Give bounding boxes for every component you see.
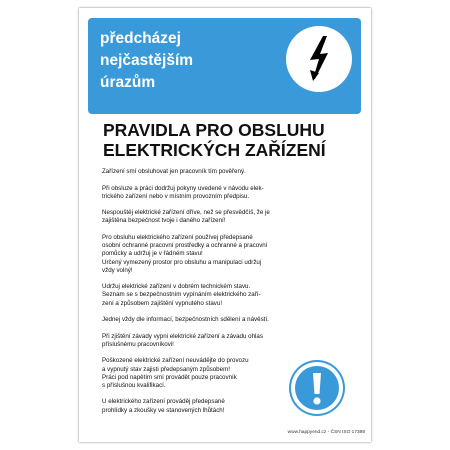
rule-paragraph (102, 168, 330, 176)
rule-paragraph (102, 209, 330, 225)
sign-title (103, 120, 363, 160)
rule-line: trického zařízení nebo v místním provozním předpisu. (102, 192, 250, 200)
rule-line: Práci pod napětím smí provádět pouze pracovník (102, 373, 237, 381)
footer-credit: www.happyend.cz - ČSN ISO 17398 (287, 430, 365, 435)
rule-paragraph (102, 234, 330, 275)
rule-line: prohlídky a zkoušky ve stanovených lhůtách! (102, 406, 225, 414)
rule-line: osobní ochranné pracovní prostředky a ochranné a pracovní (102, 242, 268, 250)
title-line-1: PRAVIDLA PRO OBSLUHU (103, 120, 325, 140)
rule-paragraph (102, 185, 330, 201)
rule-line: s příslušnou kvalifikací. (102, 381, 166, 389)
rule-paragraph (102, 283, 330, 308)
banner-line-1: předcházej (100, 30, 181, 47)
blue-banner (88, 18, 361, 114)
rule-line: Zařízení smí obsluhovat jen pracovník tím pověřený. (102, 168, 246, 175)
banner-line-3: úrazům (100, 74, 156, 91)
rule-line: Udržuj elektrické zařízení v dobrém technickém stavu. (102, 283, 251, 291)
rule-line: Při zjištění závady vypni elektrické zařízení a závadu ohlas (102, 332, 263, 340)
rule-line: zajištěna bezpečnost tvoje i daného zařízení! (102, 217, 226, 225)
banner-slogan (100, 28, 300, 94)
rule-line: příslušnému pracovníkovi! (102, 340, 174, 348)
rule-line: vždy volný! (102, 266, 133, 274)
rule-line: Seznam se s bezpečnostním vypínáním elektrického zaří- (102, 291, 261, 299)
rule-line: U elektrického zařízení prováděj předepsané (102, 398, 225, 406)
rule-line: Jednej vždy dle informací, bezpečnostních sdělení a návěstí. (102, 316, 269, 324)
rule-line: Při obsluze a práci dodržuj pokyny uvedené v návodu elek- (102, 184, 264, 192)
safety-sign (79, 8, 371, 442)
rule-paragraph (102, 316, 330, 324)
lightning-bolt-icon (286, 26, 352, 92)
rule-line: Nespouštěj elektrické zařízení dříve, než se přesvědčíš, že je (102, 209, 270, 217)
rule-line: pomůcky a udržuj je v řádném stavu! (102, 250, 203, 258)
rule-line: Poškozené elektrické zařízení neuvádějte do provozu (102, 357, 249, 365)
title-line-2: ELEKTRICKÝCH ZAŘÍZENÍ (103, 140, 326, 160)
banner-line-2: nejčastějším (100, 52, 194, 69)
rule-line: zení a způsobem zajištění vypnutého stavu! (102, 299, 223, 307)
exclamation-mark-icon (289, 360, 345, 416)
rule-line: Určený vymezený prostor pro obsluhu a manipulaci udržuj (102, 258, 262, 266)
rule-line: Pro obsluhu elektrického zařízení používej předepsané (102, 233, 253, 241)
warning-circle-icon (289, 360, 345, 416)
rule-paragraph (102, 333, 330, 349)
high-voltage-lightning-icon (286, 26, 352, 92)
rule-line: a vypnutý stav zajisti předepsaným způsobem! (102, 365, 230, 373)
